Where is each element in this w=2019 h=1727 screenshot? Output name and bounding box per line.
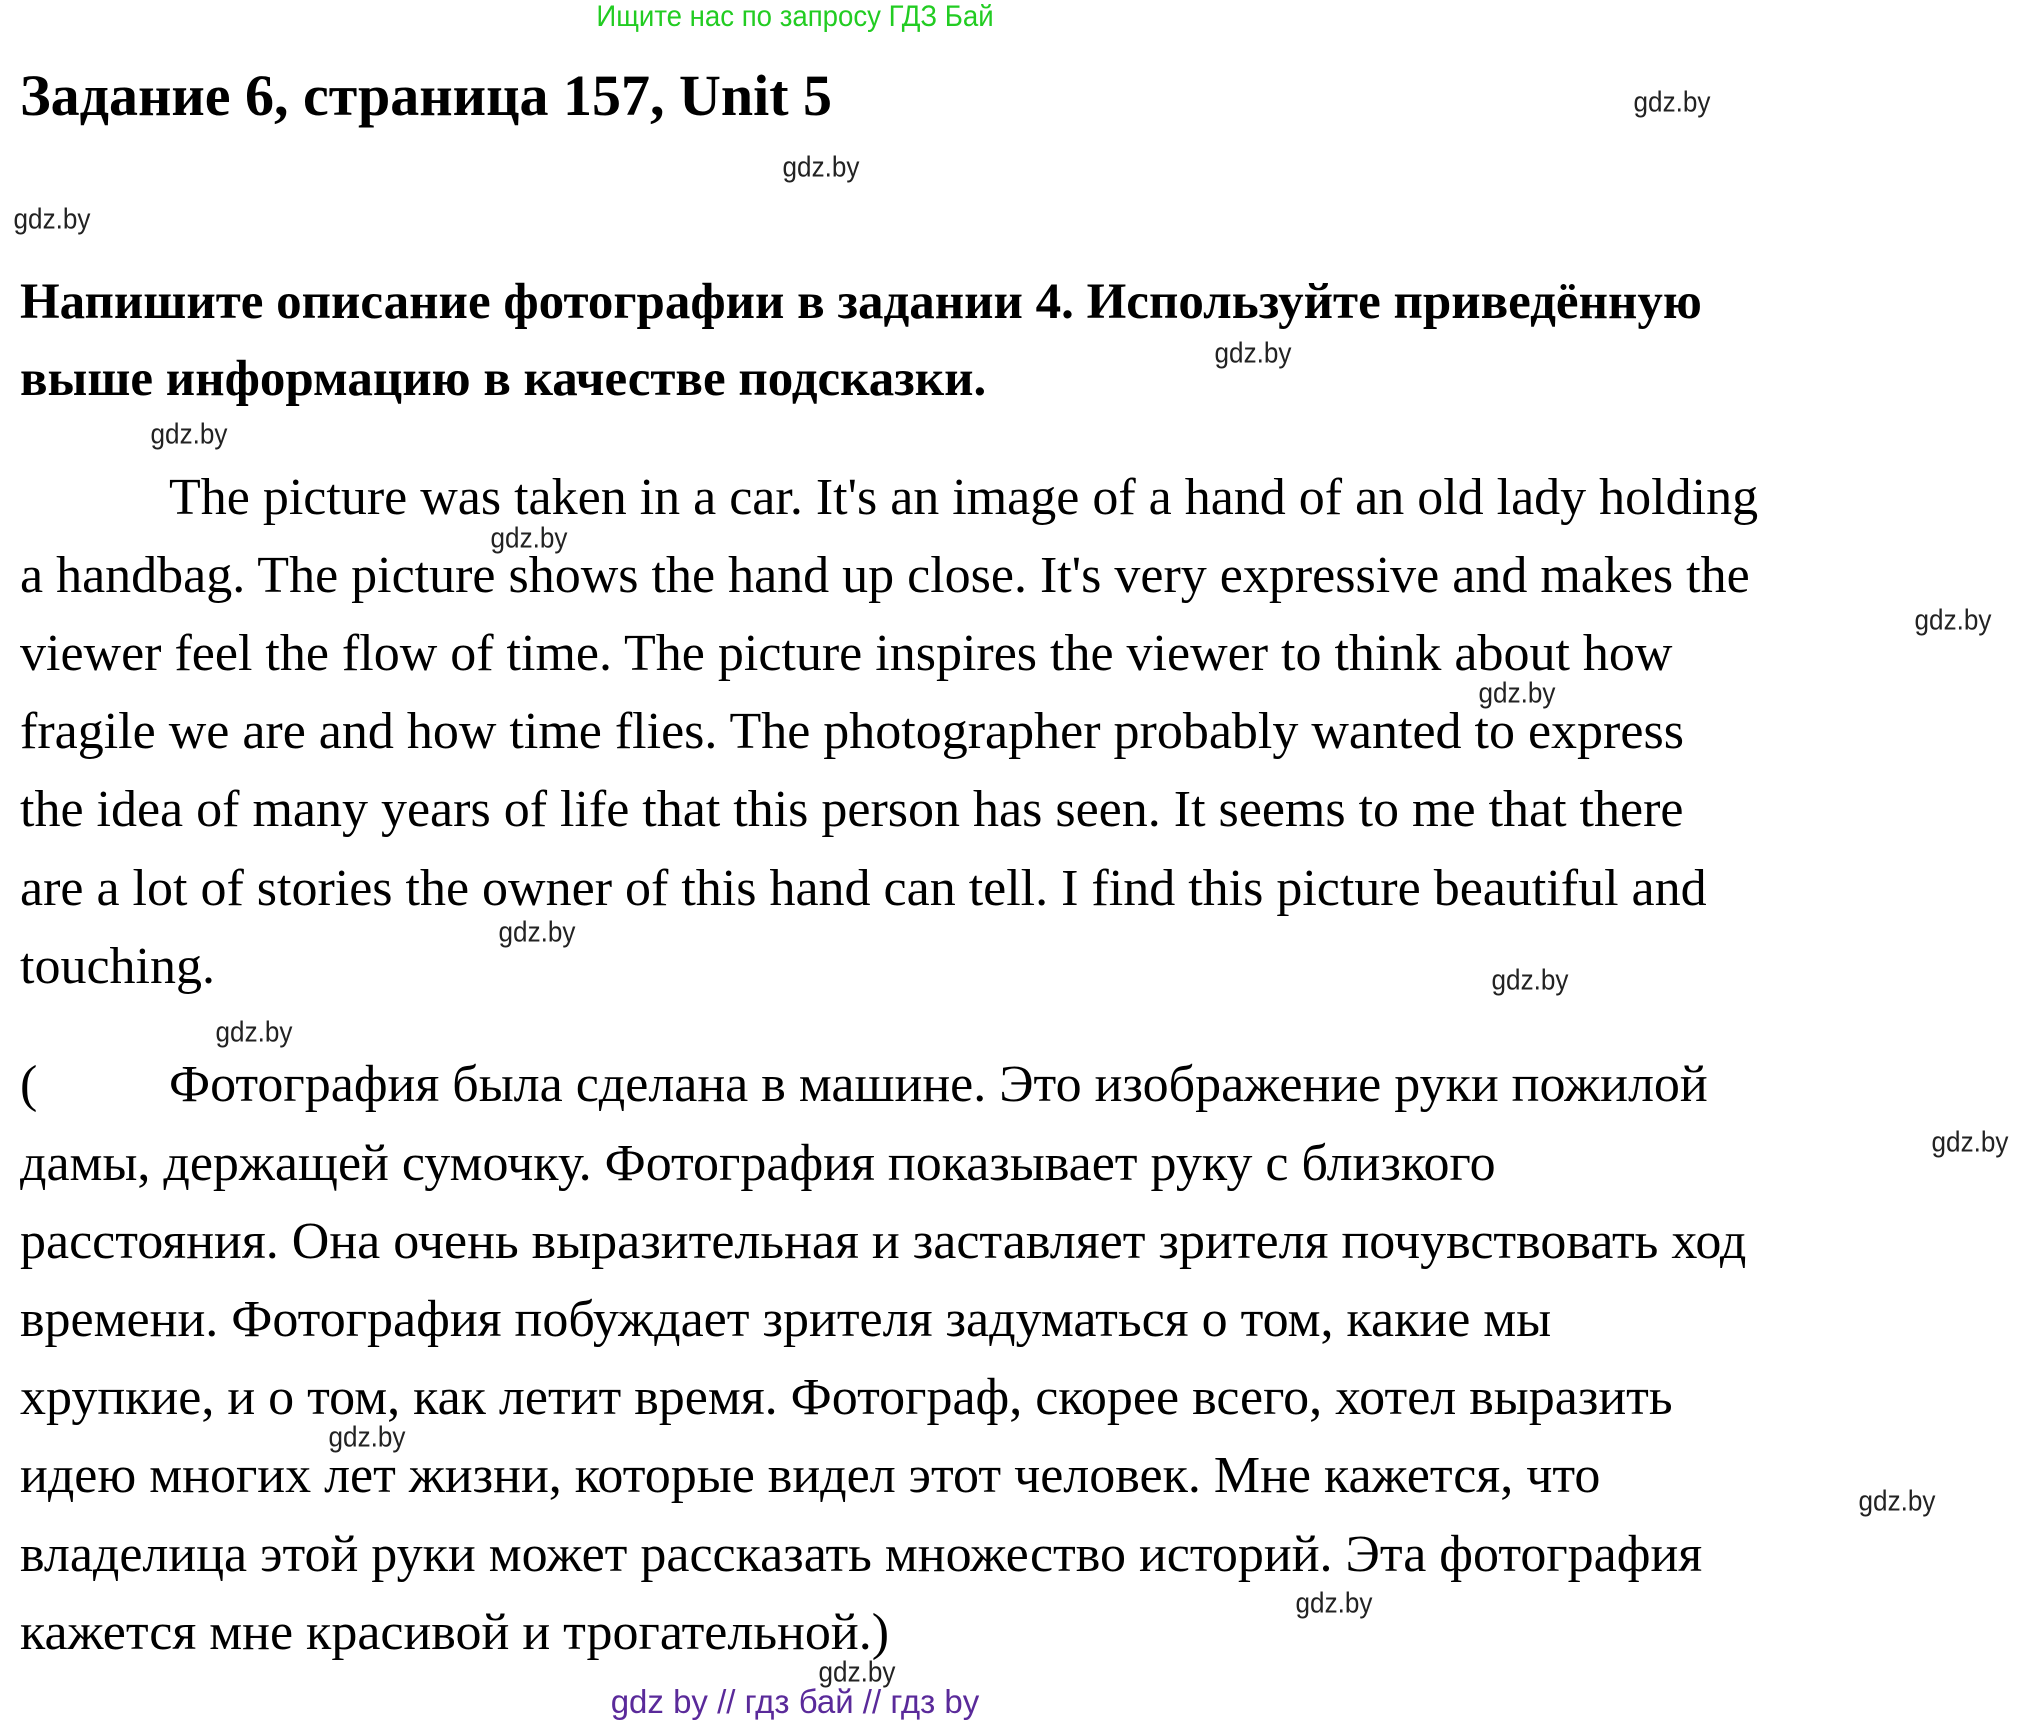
watermark: gdz.by xyxy=(782,151,860,184)
english-text-line: fragile we are and how time flies. The photographer probably wanted to express xyxy=(20,703,1684,760)
english-text-line: viewer feel the flow of time. The picture inspires the viewer to think about how xyxy=(20,625,1673,682)
task-heading-line: выше информацию в качестве подсказки. xyxy=(20,351,987,407)
watermark: gdz.by xyxy=(328,1421,406,1454)
watermark: gdz.by xyxy=(1914,604,1992,637)
watermark: gdz.by xyxy=(13,203,91,236)
russian-text-line: дамы, держащей сумочку. Фотография показывает руку с близкого xyxy=(20,1135,1496,1192)
russian-text-line: Фотография была сделана в машине. Это изображение руки пожилой xyxy=(169,1056,1708,1113)
russian-text-line: времени. Фотография побуждает зрителя задуматься о том, какие мы xyxy=(20,1291,1552,1348)
english-text-line: are a lot of stories the owner of this hand can tell. I find this picture beautiful and xyxy=(20,860,1707,917)
english-text-line: the idea of many years of life that this person has seen. It seems to me that there xyxy=(20,781,1684,838)
watermark: gdz.by xyxy=(1295,1587,1373,1620)
search-hint-banner: Ищите нас по запросу ГДЗ Бай xyxy=(596,0,994,33)
watermark: gdz.by xyxy=(1478,677,1556,710)
english-text-line: The picture was taken in a car. It's an image of a hand of an old lady holding xyxy=(169,469,1759,526)
russian-text-line: кажется мне красивой и трогательной.) xyxy=(20,1604,890,1661)
russian-text-line: идею многих лет жизни, которые видел этот человек. Мне кажется, что xyxy=(20,1447,1601,1504)
watermark: gdz.by xyxy=(1491,964,1569,997)
watermark: gdz.by xyxy=(215,1016,293,1049)
watermark: gdz.by xyxy=(150,418,228,451)
page-title: Задание 6, страница 157, Unit 5 xyxy=(20,63,833,128)
watermark: gdz.by xyxy=(490,522,568,555)
open-parenthesis: ( xyxy=(20,1056,38,1113)
watermark: gdz.by xyxy=(1858,1485,1936,1518)
watermark: gdz.by xyxy=(1633,86,1711,119)
russian-text-line: расстояния. Она очень выразительная и заставляет зрителя почувствовать ход xyxy=(20,1213,1747,1270)
russian-text-line: хрупкие, и о том, как летит время. Фотограф, скорее всего, хотел выразить xyxy=(20,1369,1673,1426)
english-text-line: a handbag. The picture shows the hand up close. It's very expressive and makes the xyxy=(20,547,1750,604)
footer-links: gdz by // гдз бай // гдз by xyxy=(610,1683,980,1720)
watermark: gdz.by xyxy=(818,1656,896,1689)
english-text-line: touching. xyxy=(20,938,215,995)
watermark: gdz.by xyxy=(498,916,576,949)
task-heading-line: Напишите описание фотографии в задании 4. Используйте приведённую xyxy=(20,274,1702,330)
watermark: gdz.by xyxy=(1931,1126,2009,1159)
watermark: gdz.by xyxy=(1214,337,1292,370)
russian-text-line: владелица этой руки может рассказать множество историй. Эта фотография xyxy=(20,1526,1703,1583)
